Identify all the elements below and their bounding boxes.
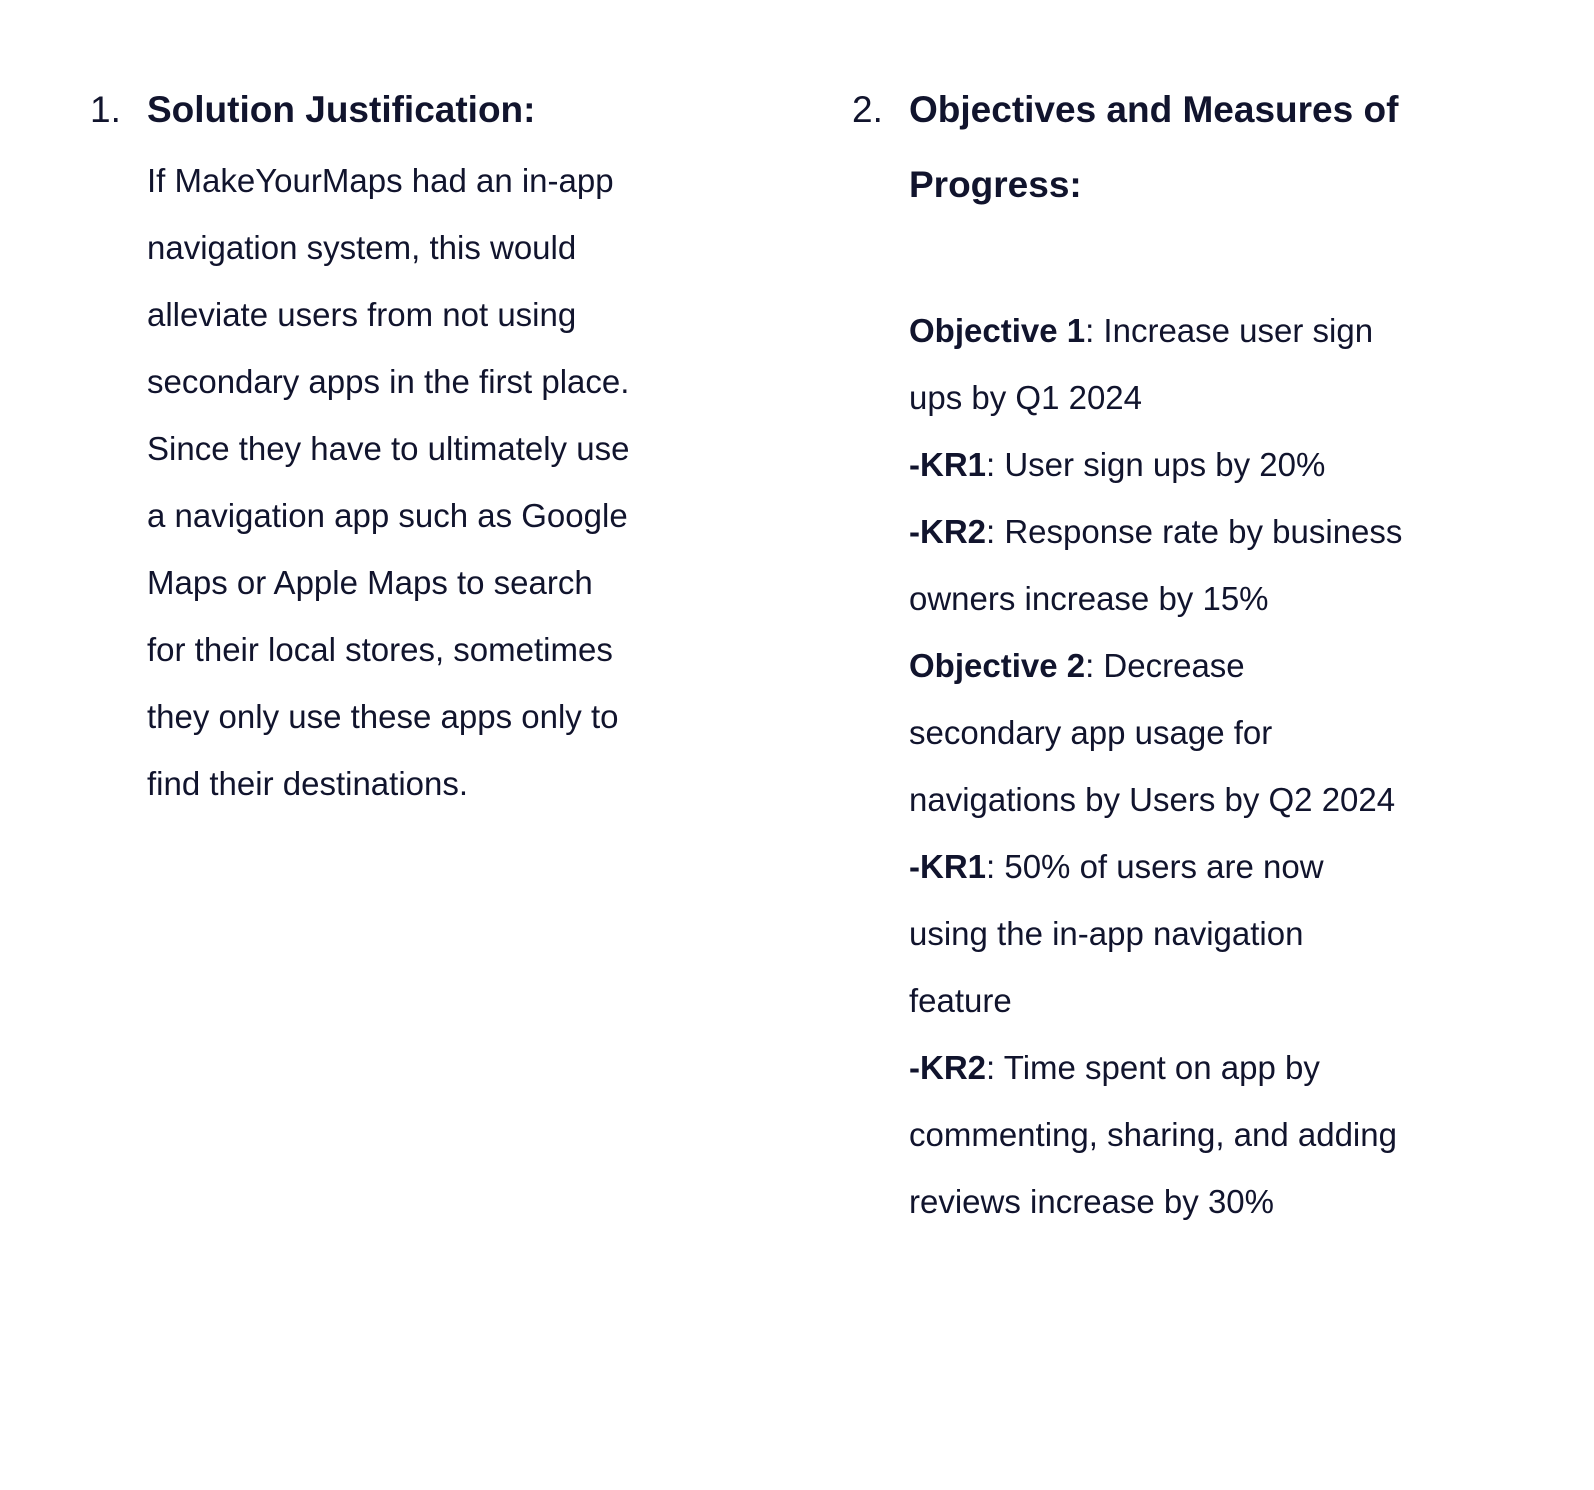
- section-2-heading-row: [852, 72, 1472, 222]
- section-1-heading-row: [90, 72, 690, 147]
- list-number: 1.: [90, 89, 121, 130]
- kr-label: -KR1: [909, 446, 987, 483]
- body-line: secondary apps in the first place.: [147, 363, 630, 400]
- kr-text: : User sign ups by 20%: [986, 446, 1326, 483]
- body-line: alleviate users from not using: [147, 296, 577, 333]
- objective-2-kr1-cont: using the in-app navigation: [909, 915, 1304, 952]
- objective-2-kr2: [909, 1034, 1472, 1101]
- section-heading: [909, 72, 1398, 222]
- objective-2-line: navigations by Users by Q2 2024: [909, 781, 1396, 818]
- kr-label: -KR1: [909, 848, 987, 885]
- objective-2-kr1-cont: feature: [909, 982, 1012, 1019]
- section-heading: Solution Justification:: [147, 89, 536, 130]
- objective-2-text: : Decrease: [1085, 647, 1245, 684]
- objective-1-text: : Increase user sign: [1085, 312, 1374, 349]
- body-line: a navigation app such as Google: [147, 497, 628, 534]
- list-number: 2.: [852, 89, 883, 130]
- body-line: Since they have to ultimately use: [147, 430, 630, 467]
- objective-2-line: secondary app usage for: [909, 714, 1273, 751]
- kr-label: -KR2: [909, 513, 987, 550]
- blank-line: [909, 222, 1472, 297]
- objective-1-kr1: [909, 431, 1472, 498]
- body-line: they only use these apps only to: [147, 698, 619, 735]
- kr-text: : Time spent on app by: [986, 1049, 1320, 1086]
- objective-2-line: [909, 632, 1472, 699]
- objective-2-kr2-cont: reviews increase by 30%: [909, 1183, 1274, 1220]
- objective-1-line: [909, 297, 1472, 364]
- body-line: navigation system, this would: [147, 229, 577, 266]
- objective-2-kr2-cont: commenting, sharing, and adding: [909, 1116, 1397, 1153]
- kr-label: -KR2: [909, 1049, 987, 1086]
- body-line: If MakeYourMaps had an in-app: [147, 162, 614, 199]
- objective-2-label: Objective 2: [909, 647, 1086, 684]
- section-solution-justification: [90, 72, 690, 817]
- kr-text: : Response rate by business: [986, 513, 1403, 550]
- body-line: find their destinations.: [147, 765, 469, 802]
- kr-text: : 50% of users are now: [986, 848, 1324, 885]
- objective-1-line: ups by Q1 2024: [909, 379, 1142, 416]
- objective-1-label: Objective 1: [909, 312, 1086, 349]
- section-1-body: [147, 147, 690, 817]
- section-2-body: [909, 222, 1472, 1235]
- objective-1-kr2-cont: owners increase by 15%: [909, 580, 1269, 617]
- objective-2-kr1: [909, 833, 1472, 900]
- objective-1-kr2: [909, 498, 1472, 565]
- heading-line: Progress:: [909, 164, 1082, 205]
- body-line: Maps or Apple Maps to search: [147, 564, 593, 601]
- section-objectives-measures: [852, 72, 1472, 1235]
- body-line: for their local stores, sometimes: [147, 631, 613, 668]
- heading-line: Objectives and Measures of: [909, 89, 1399, 130]
